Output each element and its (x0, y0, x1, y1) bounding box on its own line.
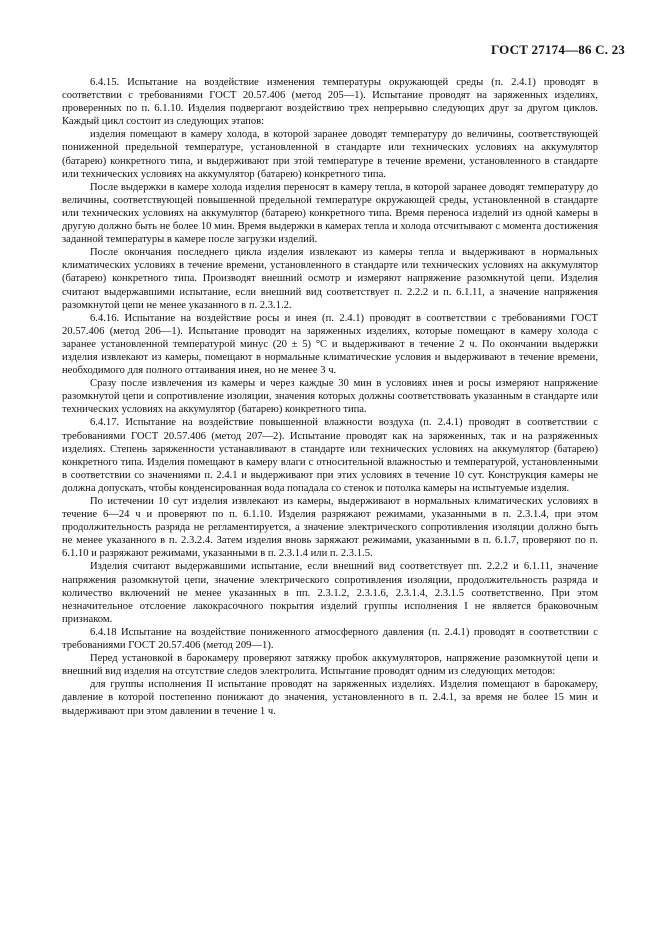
paragraph-group-ii-method: для группы исполнения II испытание проводят на заряженных изделиях. Изделия помещают в барокамеру, давление в которой постепенно понижают до значения, установленного в п. 2.4.1, за время не более 15 мин и выдерживают при этом давлении в течение 1 ч. (62, 679, 598, 717)
paragraph-6-4-18: 6.4.18 Испытание на воздействие пониженного атмосферного давления (п. 2.4.1) проводят в соответствии с требованиями ГОСТ 20.57.406 (метод 209—1). (62, 626, 598, 652)
paragraph-barochamber-prep: Перед установкой в барокамеру проверяют затяжку пробок аккумуляторов, напряжение разомкнутой цепи и внешний вид изделия на отсутствие следов электролита. Испытание проводят одним из следующих методов: (62, 653, 598, 678)
paragraph-dew-measurement: Сразу после извлечения из камеры и через каждые 30 мин в условиях инея и росы измеряют напряжение разомкнутой цепи и сопротивление изоляции, значения которых должны соответствовать указанным в стандарте или технических условиях на аккумулятор (батарею) конкретного типа. (62, 378, 598, 416)
paragraph-cold-chamber: изделия помещают в камеру холода, в которой заранее доводят температуру до величины, соответствующей пониженной предельной температуре, установленной в стандарте или технических условиях на аккумулятор (батарею) конкретного типа, и выдерживают при этой температуре в течение времени, установленного в стандарте или технических условиях на аккумулятор (батарею) конкретного типа. (62, 129, 598, 180)
paragraph-6-4-15: 6.4.15. Испытание на воздействие изменения температуры окружающей среды (п. 2.4.1) проводят в соответствии с требованиями ГОСТ 20.57.406 (метод 205—1). Испытание проводят на заряженных изделиях, проверенных по п. 6.1.10. Изделия подвергают воздействию трех непрерывно следующих друг за другом циклов. Каждый цикл состоит из следующих этапов: (62, 77, 598, 128)
paragraph-6-4-16: 6.4.16. Испытание на воздействие росы и инея (п. 2.4.1) проводят в соответствии с требованиями ГОСТ 20.57.406 (метод 206—1). Испытание проводят на заряженных изделиях, которые помещают в камеру холода с заранее установленной температурой минус (20 ± 5) °С и выдерживают в течение 2 ч. По окончании выдержки изделия извлекают из камеры, помещают в нормальные климатические условия и выдерживают в течение времени, необходимого для полного оттаивания инея, но не менее 3 ч. (62, 312, 598, 377)
document-body (62, 76, 598, 718)
paragraph-heat-chamber: После выдержки в камере холода изделия переносят в камеру тепла, в которой заранее доводят температуру до величины, соответствующей повышенной предельной температуре окружающей среды, установленной в стандарте или технических условиях на аккумулятор (батарею) конкретного типа. Время переноса изделий из одной камеры в другую должно быть не более 10 мин. Время выдержки в камерах тепла и холода отсчитывают с момента достижения заданной температуры в камере после загрузки изделий. (62, 181, 598, 246)
paragraph-pass-criteria: Изделия считают выдержавшими испытание, если внешний вид соответствует пп. 2.2.2 и 6.1.11, значение напряжения разомкнутой цепи, значение электрического сопротивления изоляции, продолжительность разряда и количество включений не менее указанных в пп. 2.3.1.2, 2.3.1.6, 2.3.1.4, 2.3.1.5 соответственно. При этом незначительное отслоение лакокрасочного покрытия изделий группы исполнения I не является браковочным признаком. (62, 561, 598, 625)
paragraph-after-cycles: После окончания последнего цикла изделия извлекают из камеры тепла и выдерживают в нормальных климатических условиях в течение времени, установленного в стандарте или технических условиях на аккумулятор (батарею) конкретного типа. Производят внешний осмотр и измеряют напряжение разомкнутой цепи. Изделия считают выдержавшими испытание, если внешний вид соответствует п. 2.2.2 и п. 6.1.11, а значение напряжения разомкнутой цепи не менее указанного в п. 2.3.1.2. (62, 247, 598, 311)
paragraph-6-4-17: 6.4.17. Испытание на воздействие повышенной влажности воздуха (п. 2.4.1) проводят в соответствии с требованиями ГОСТ 20.57.406 (метод 207—2). Испытание проводят как на заряженных, так и на разряженных изделиях. Степень заряженности устанавливают в стандарте или технических условиях на аккумулятор (батарею) конкретного типа. Изделия помещают в камеру влаги с относительной влажностью и температурой, установленными в соответствии со значениями п. 2.4.1 и выдерживают при этих условиях в течение 10 сут. Конструкция камеры не должна допускать, чтобы конденсированная вода попадала со стенок и потолка камеры на испытуемые изделия. (62, 417, 598, 494)
paragraph-after-10-days: По истечении 10 сут изделия извлекают из камеры, выдерживают в нормальных климатических условиях в течение 6—24 ч и проверяют по п. 6.1.10. Изделия разряжают режимами, указанными в п. 2.3.1.4, при этом продолжительность разряда не регламентируется, а значение электрического сопротивления изоляции должно быть не менее указанного в п. 2.3.2.4. Затем изделия вновь заряжают режимами, указанными в п. 6.1.7, проверяют по п. 6.1.10 и разряжают режимами, указанными в п. 2.3.1.4 или п. 2.3.1.5. (62, 496, 598, 560)
page-header: ГОСТ 27174—86 С. 23 (491, 42, 625, 57)
